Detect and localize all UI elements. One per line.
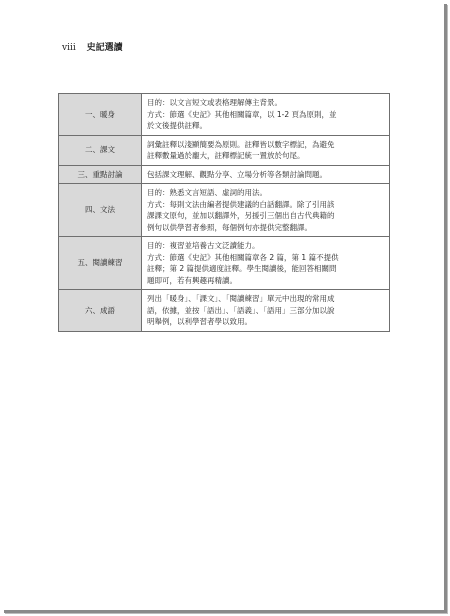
row-label: 二、課文 bbox=[59, 135, 142, 165]
row-content bbox=[142, 165, 390, 184]
row-content bbox=[142, 184, 390, 237]
table-row bbox=[59, 184, 390, 237]
content-line: 註釋；第 2 篇提供適度註釋。學生閱讀後，能回答相關問 bbox=[147, 264, 337, 273]
row-label: 四、文法 bbox=[59, 184, 142, 237]
row-label: 六、成語 bbox=[59, 290, 142, 332]
row-content bbox=[142, 135, 390, 165]
content-line: 例句以供學習者參照，每個例句亦提供完整翻譯。 bbox=[147, 222, 312, 232]
content-line: 於文後提供註釋。 bbox=[147, 121, 207, 130]
row-content bbox=[142, 237, 390, 290]
content-line: 詞彙註釋以淺顯簡要為原則。註釋皆以數字標記，為避免 bbox=[147, 139, 335, 149]
content-line: 方式：節選《史記》其他相關篇章，以 1-2 頁為原則，並 bbox=[147, 109, 337, 119]
content-line: 包括課文理解、觀點分享、立場分析等各類討論問題。 bbox=[147, 169, 327, 179]
running-header bbox=[62, 42, 123, 54]
table-row bbox=[59, 290, 390, 332]
table-row bbox=[59, 135, 390, 165]
page-number: viii bbox=[62, 43, 76, 53]
book-title: 史記選讀 bbox=[86, 43, 123, 53]
content-line: 目的：以文言短文或表格理解傳主背景。 bbox=[147, 98, 282, 107]
table-row bbox=[59, 237, 390, 290]
content-line: 列出「暖身」、「課文」、「閱讀練習」單元中出現的常用成 bbox=[147, 294, 335, 303]
content-line: 方式：節選《史記》其他相關篇章各 2 篇，第 1 篇不提供 bbox=[147, 252, 339, 262]
table-row bbox=[59, 165, 390, 184]
content-line: 題即可，若有興趣再精讀。 bbox=[147, 275, 237, 285]
row-content bbox=[142, 94, 390, 136]
content-line: 語，依據，並按「語出」、「語義」、「語用」三部分加以說 bbox=[147, 305, 335, 315]
content-line: 目的：複習並培養古文泛讀能力。 bbox=[147, 241, 260, 250]
content-line: 目的：熟悉文言短語、虛詞的用法。 bbox=[147, 188, 267, 197]
content-line: 註釋數量過於龐大，註釋標記統一置放於句尾。 bbox=[147, 151, 305, 160]
content-line: 方式：每則文法由編者提供建議的白話翻譯。除了引用該 bbox=[147, 199, 335, 209]
content-line: 明舉例，以利學習者學以致用。 bbox=[147, 317, 252, 326]
row-content bbox=[142, 290, 390, 332]
content-line: 課課文原句，並加以翻譯外，另援引三個出自古代典籍的 bbox=[147, 211, 335, 220]
table-row bbox=[59, 94, 390, 136]
row-label: 一、暖身 bbox=[59, 94, 142, 136]
row-label: 三、重點討論 bbox=[59, 165, 142, 184]
unit-structure-table bbox=[58, 93, 390, 332]
row-label: 五、閱讀練習 bbox=[59, 237, 142, 290]
